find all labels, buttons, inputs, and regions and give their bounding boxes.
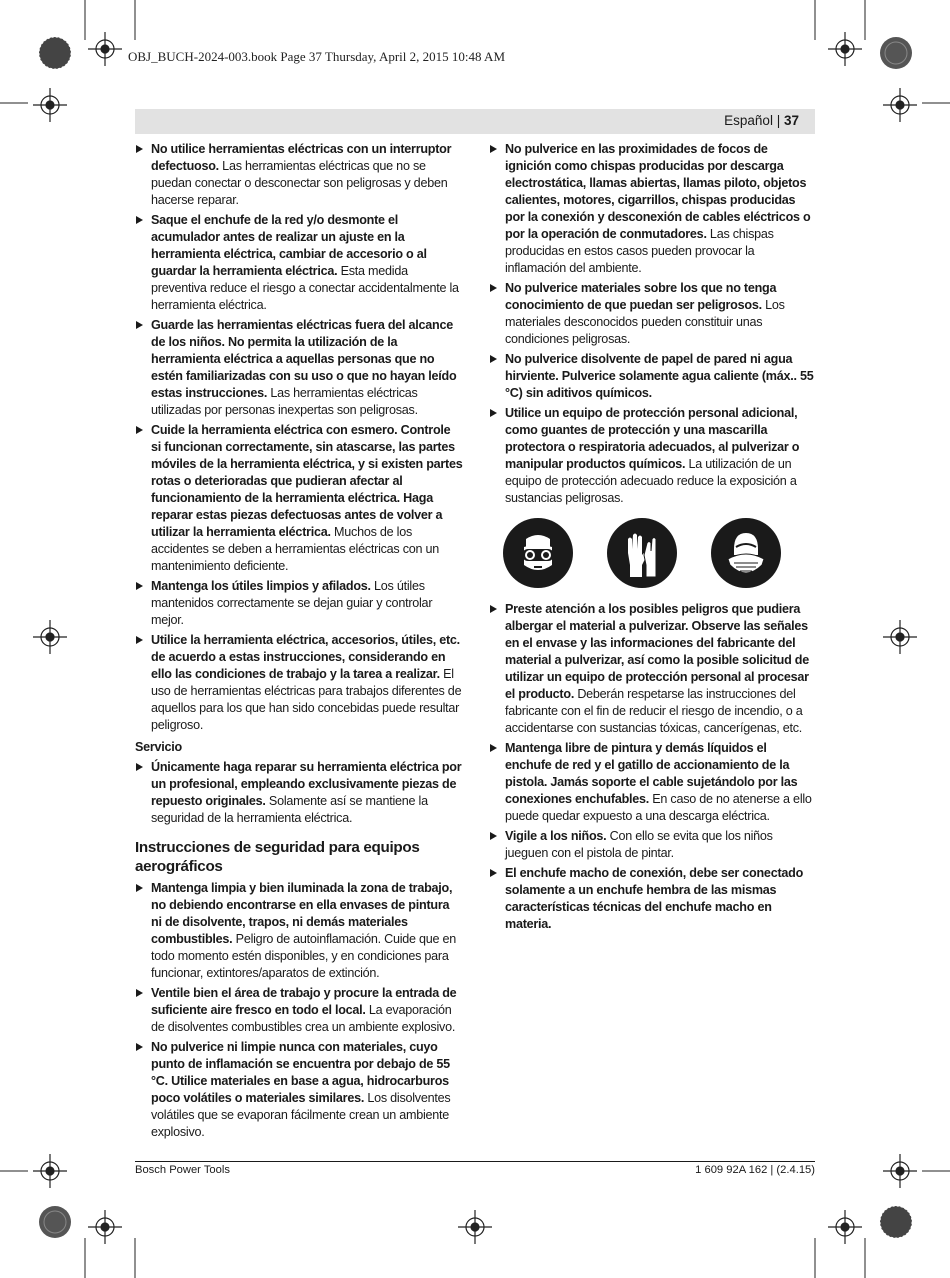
left-column [135, 141, 463, 1144]
bullet-bold-text: Mantenga libre de pintura y demás líquidos el enchufe de red y el gatillo de accionamiento de la pistola. Jamás soporte el cable sujetándolo por las conexiones enchufables. [505, 741, 798, 806]
protective-gloves-icon [607, 518, 677, 588]
bullet-bold-text: Mantenga los útiles limpios y afilados. [151, 579, 371, 593]
right-column [489, 141, 816, 936]
bullet-body-text: Solamente así se mantiene la seguridad de la herramienta eléctrica. [151, 794, 428, 825]
bullet-body-text: Las chispas producidas en estos casos pueden provocar la inflamación del ambiente. [505, 227, 774, 275]
bullet-arrow-icon [490, 605, 497, 613]
footer-rule [135, 1161, 815, 1162]
bullet-item [489, 601, 816, 737]
bullet-body-text: El uso de herramientas eléctricas para trabajos diferentes de aquellos para los que han sido concebidas puede resultar peligroso. [151, 667, 462, 732]
left-items-1 [135, 141, 463, 734]
bullet-body-text: Deberán respetarse las instrucciones del fabricante con el fin de reducir el riesgo de incendio, o a accidentarse con sustancias tóxicas, cancerígenas, etc. [505, 687, 803, 735]
safety-goggles-icon [503, 518, 573, 588]
left-items-2 [135, 880, 463, 1141]
bullet-bold-text: Ventile bien el área de trabajo y procure la entrada de suficiente aire fresco en todo el local. [151, 986, 457, 1017]
bullet-arrow-icon [490, 355, 497, 363]
bullet-item [135, 759, 463, 827]
bullet-item [135, 578, 463, 629]
bullet-arrow-icon [490, 869, 497, 877]
face-mask-icon [711, 518, 781, 588]
bullet-bold-text: Mantenga limpia y bien iluminada la zona de trabajo, no debiendo encontrarse en ella envases de pintura ni de disolvente, trapos, ni demás materiales combustibles. [151, 881, 453, 946]
section-heading: Instrucciones de seguridad para equipos aerográficos [135, 839, 420, 875]
printer-line: OBJ_BUCH-2024-003.book Page 37 Thursday, April 2, 2015 10:48 AM [128, 49, 505, 64]
header-separator: | [772, 113, 784, 128]
footer-doc-number: 1 609 92A 162 | (2.4.15) [695, 1164, 815, 1176]
right-items-2 [489, 601, 816, 933]
bullet-arrow-icon [136, 321, 143, 329]
bullet-arrow-icon [136, 989, 143, 997]
bullet-bold-text: Utilice la herramienta eléctrica, accesorios, útiles, etc. de acuerdo a estas instrucciones, considerando en ello las condiciones de trabajo y la tarea a realizar. [151, 633, 460, 681]
ppe-pictograms [503, 518, 816, 588]
bullet-bold-text: El enchufe macho de conexión, debe ser conectado solamente a un enchufe hembra de las mismas características técnicas del enchufe macho en materia. [505, 866, 804, 931]
bullet-body-text: Los materiales desconocidos pueden constituir unas condiciones peligrosas. [505, 298, 785, 346]
bullet-bold-text: No utilice herramientas eléctricas con un interruptor defectuoso. [151, 142, 452, 173]
bullet-item [135, 317, 463, 419]
language-label: Español [724, 113, 773, 128]
bullet-bold-text: No pulverice materiales sobre los que no tenga conocimiento de que puedan ser peligrosos. [505, 281, 777, 312]
bullet-item [489, 141, 816, 277]
bullet-arrow-icon [490, 409, 497, 417]
page-header [135, 109, 815, 134]
bullet-arrow-icon [490, 744, 497, 752]
bullet-item [489, 740, 816, 825]
bullet-arrow-icon [136, 884, 143, 892]
bullet-body-text: Peligro de autoinflamación. Cuide que en todo momento estén disponibles, y en condiciones para funcionar, extintores/aparatos de extinción. [151, 932, 457, 980]
bullet-item [489, 828, 816, 862]
right-items-1 [489, 141, 816, 507]
bullet-arrow-icon [136, 426, 143, 434]
bullet-item [135, 212, 463, 314]
bullet-item [489, 405, 816, 507]
bullet-item [135, 632, 463, 734]
service-heading: Servicio [135, 740, 183, 754]
bullet-arrow-icon [136, 145, 143, 153]
bullet-bold-text: No pulverice ni limpie nunca con materiales, cuyo punto de inflamación se encuentra por debajo de 55 °C. Utilice materiales en base a agua, hidrocarburos poco volátiles o materiales similares. [151, 1040, 450, 1105]
bullet-item [489, 865, 816, 933]
bullet-body-text: Con ello se evita que los niños jueguen con el pistola de pintar. [505, 829, 773, 860]
bullet-body-text: En caso de no atenerse a ello puede quedar expuesto a una descarga eléctrica. [505, 792, 812, 823]
bullet-bold-text: Cuide la herramienta eléctrica con esmero. Controle si funcionan correctamente, sin atascarse, las partes móviles de la herramienta eléctrica, y si existen partes rotas o deterioradas que pudieran afectar al funcionamiento de la herramienta eléctrica. Haga reparar estas piezas defectuosas antes de volver a utilizar la herramienta eléctrica. [151, 423, 463, 539]
bullet-arrow-icon [136, 582, 143, 590]
bullet-bold-text: Saque el enchufe de la red y/o desmonte el acumulador antes de realizar un ajuste en la herramienta eléctrica, cambiar de accesorio o al guardar la herramienta eléctrica. [151, 213, 427, 278]
footer-brand: Bosch Power Tools [135, 1164, 230, 1176]
bullet-bold-text: Únicamente haga reparar su herramienta eléctrica por un profesional, empleando exclusivamente piezas de repuesto originales. [151, 760, 462, 808]
bullet-body-text: Esta medida preventiva reduce el riesgo a conectar accidentalmente la herramienta eléctrica. [151, 264, 459, 312]
service-items [135, 759, 463, 827]
bullet-arrow-icon [136, 1043, 143, 1051]
bullet-item [489, 351, 816, 402]
bullet-bold-text: No pulverice en las proximidades de focos de ignición como chispas producidas por descarga electrostática, llamas abiertas, llamas piloto, objetos calientes, motores, cigarrillos, chispas producidas por la conexión y desconexión de cables eléctricos o por la operación de conmutadores. [505, 142, 811, 241]
bullet-body-text: La evaporación de disolventes combustibles crea un ambiente explosivo. [151, 1003, 456, 1034]
bullet-item [135, 1039, 463, 1141]
bullet-body-text: Las herramientas eléctricas que no se puedan conectar o desconectar son peligrosas y deben hacerse reparar. [151, 159, 448, 207]
bullet-body-text: Los disolventes volátiles que se evaporan fácilmente crean un ambiente explosivo. [151, 1091, 451, 1139]
page-header-label [724, 113, 799, 128]
bullet-arrow-icon [490, 284, 497, 292]
bullet-body-text: La utilización de un equipo de protección adecuado reduce la exposición a sustancias peligrosas. [505, 457, 797, 505]
bullet-bold-text: No pulverice disolvente de papel de pared ni agua hirviente. Pulverice solamente agua caliente (máx.. 55 °C) sin aditivos químicos. [505, 352, 814, 400]
page-number: 37 [783, 113, 799, 128]
bullet-item [135, 422, 463, 575]
bullet-item [135, 880, 463, 982]
bullet-arrow-icon [136, 763, 143, 771]
bullet-arrow-icon [136, 216, 143, 224]
bullet-body-text: Muchos de los accidentes se deben a herramientas eléctricas con un mantenimiento deficiente. [151, 525, 440, 573]
bullet-body-text: Las herramientas eléctricas utilizadas por personas inexpertas son peligrosas. [151, 386, 418, 417]
bullet-item [489, 280, 816, 348]
bullet-bold-text: Guarde las herramientas eléctricas fuera del alcance de los niños. No permita la utilización de la herramienta eléctrica a aquellas personas que no estén familiarizadas con su uso o que no hayan leído estas instrucciones. [151, 318, 457, 400]
bullet-item [135, 141, 463, 209]
bullet-arrow-icon [490, 832, 497, 840]
bullet-arrow-icon [490, 145, 497, 153]
bullet-item [135, 985, 463, 1036]
bullet-bold-text: Vigile a los niños. [505, 829, 607, 843]
bullet-bold-text: Preste atención a los posibles peligros que pudiera albergar el material a pulverizar. Observe las señales en el envase y las informaciones del fabricante del material a pulverizar, así como la posible solicitud de utilizar un equipo de protección personal al procesar el producto. [505, 602, 810, 701]
bullet-body-text: Los útiles mantenidos correctamente se dejan guiar y controlar mejor. [151, 579, 433, 627]
bullet-arrow-icon [136, 636, 143, 644]
bullet-bold-text: Utilice un equipo de protección personal adicional, como guantes de protección y una mascarilla protectora o respiratoria adecuados, al pulverizar o manipular productos químicos. [505, 406, 800, 471]
